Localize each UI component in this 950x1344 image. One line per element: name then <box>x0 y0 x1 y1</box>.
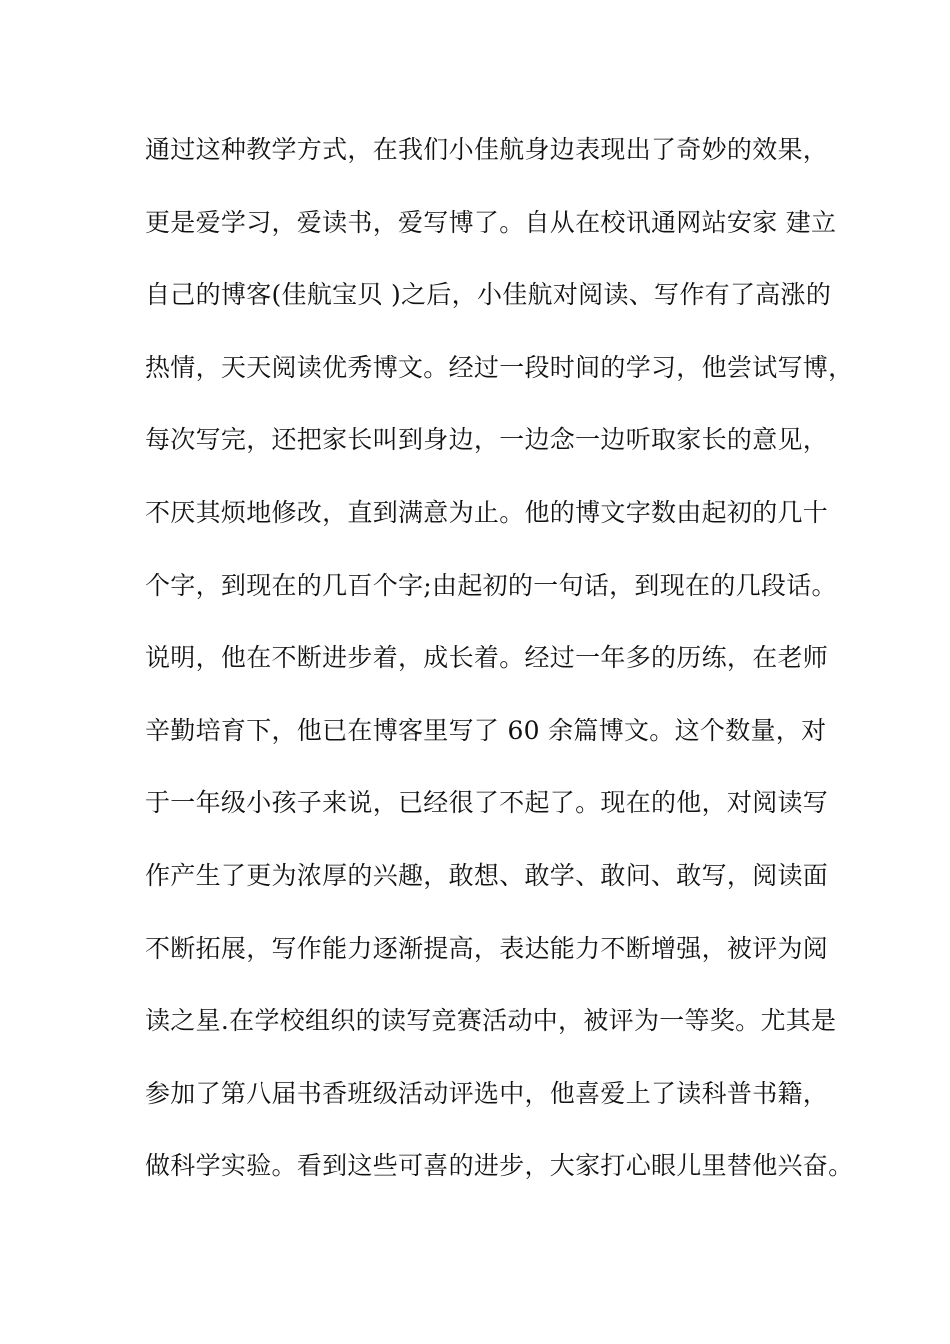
text-line: 作产生了更为浓厚的兴趣，敢想、敢学、敢问、敢写，阅读面 <box>145 860 829 890</box>
text-line: 通过这种教学方式，在我们小佳航身边表现出了奇妙的效果， <box>145 135 829 164</box>
text-line: 读之星.在学校组织的读写竞赛活动中，被评为一等奖。尤其是 <box>145 1006 837 1036</box>
text-line: 不厌其烦地修改，直到满意为止。他的博文字数由起初的几十 <box>145 497 829 527</box>
text-line: 说明，他在不断进步着，成长着。经过一年多的历练，在老师 <box>145 643 829 673</box>
text-line: 不断拓展，写作能力逐渐提高，表达能力不断增强，被评为阅 <box>145 933 829 963</box>
text-line: 于一年级小孩子来说，已经很了不起了。现在的他，对阅读写 <box>145 788 829 818</box>
text-line: 参加了第八届书香班级活动评选中，他喜爱上了读科普书籍， <box>145 1078 829 1108</box>
paragraph <box>145 125 854 1214</box>
text-line: 热情，天天阅读优秀博文。经过一段时间的学习，他尝试写博， <box>145 352 854 382</box>
text-line: 更是爱学习，爱读书，爱写博了。自从在校讯通网站安家 建立 <box>145 207 837 237</box>
text-line: 做科学实验。看到这些可喜的进步，大家打心眼儿里替他兴奋。 <box>145 1151 854 1181</box>
text-line: 个字，到现在的几百个字;由起初的一句话，到现在的几段话。 <box>145 570 837 600</box>
text-line: 辛勤培育下，他已在博客里写了 60 余篇博文。这个数量，对 <box>145 715 827 745</box>
text-line: 每次写完，还把家长叫到身边，一边念一边听取家长的意见， <box>145 425 829 455</box>
text-line: 自己的博客(佳航宝贝 )之后，小佳航对阅读、写作有了高涨的 <box>145 280 832 310</box>
